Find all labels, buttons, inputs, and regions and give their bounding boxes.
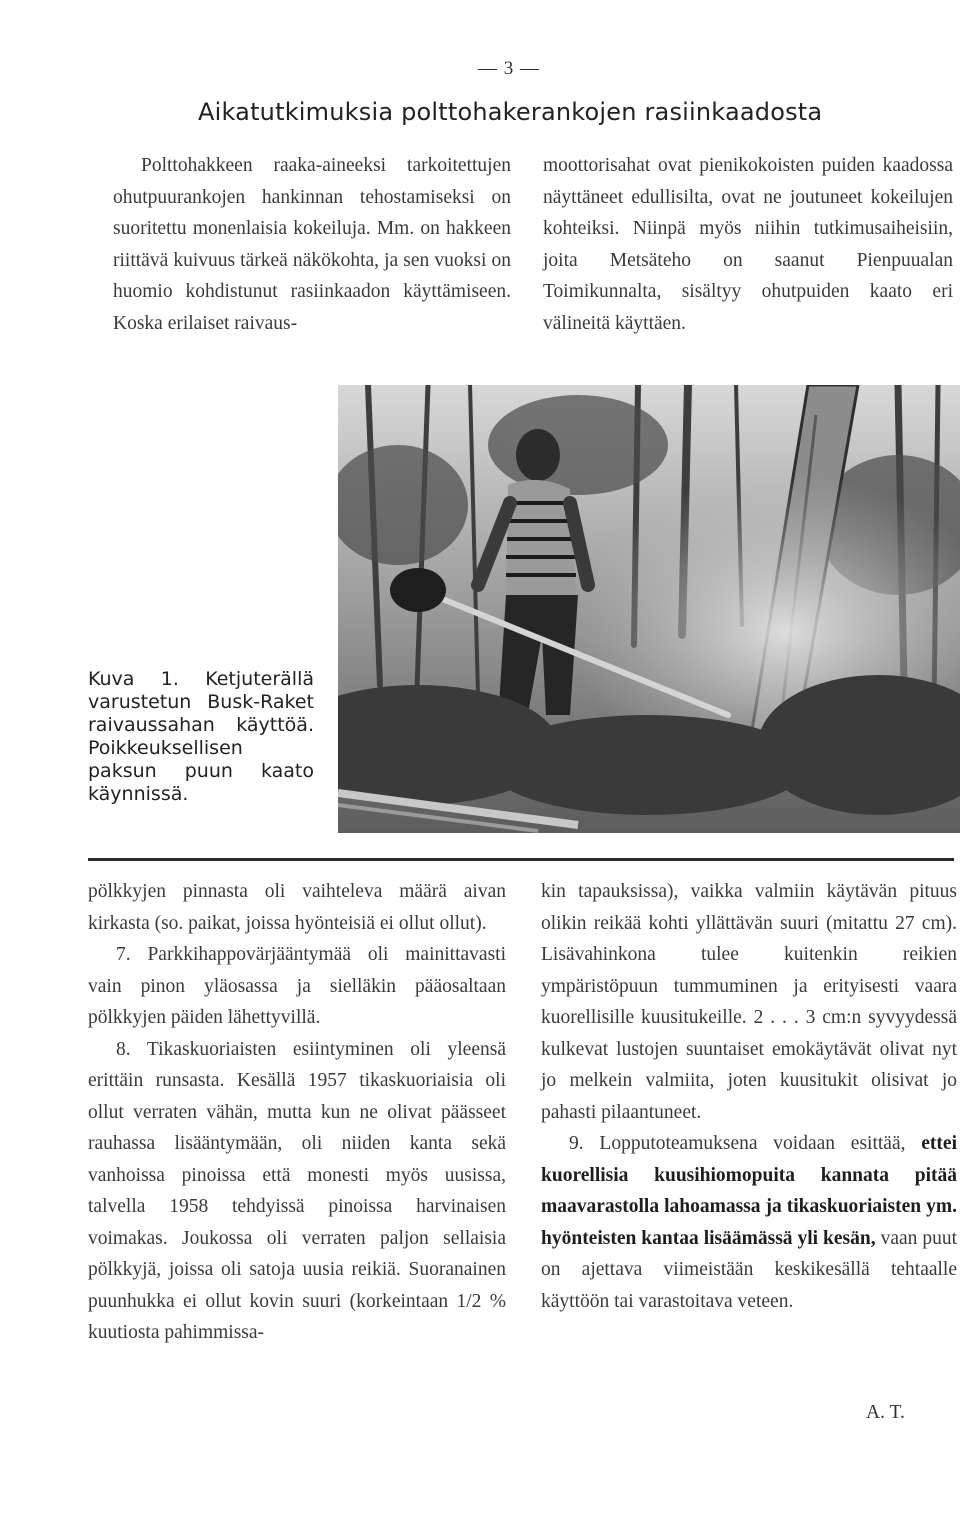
body-column-right bbox=[541, 876, 957, 1317]
intro-paragraph-left: Polttohakkeen raaka-aineeksi tarkoitettujen ohutpuurankojen hankinnan tehostamiseksi on suoritettu monenlaisia kokeiluja. Mm. on hakkeen riittävä kuivuus tärkeä näkökohta, ja sen vuoksi on huomio kohdistunut rasiinkaadon käyttämiseen. Koska erilaiset raivaus- bbox=[113, 155, 511, 334]
body-column-left bbox=[88, 876, 506, 1349]
conclusion-paragraph bbox=[541, 1128, 957, 1317]
body-left-paragraph: pölkkyjen pinnasta oli vaihteleva määrä aivan kirkasta (so. paikat, joissa hyönteisiä ei ollut ollut). bbox=[88, 881, 506, 934]
article-title: Aikatutkimuksia polttohakerankojen rasiinkaadosta bbox=[198, 98, 823, 126]
section-divider bbox=[88, 858, 954, 861]
page-number: — 3 — bbox=[478, 58, 540, 79]
body-left-paragraph: 7. Parkkihappovärjääntymää oli mainittavasti vain pinon yläosassa ja sielläkin pääosaltaan pölkkyjen päiden lähettyvillä. bbox=[88, 944, 506, 1028]
figure-caption: Kuva 1. Ketjuterällä varustetun Busk-Raket raivaussahan käyttöä. Poikkeuksellisen paksun puun kaato käynnissä. bbox=[88, 668, 314, 805]
intro-paragraph-right: moottorisahat ovat pienikokoisten puiden kaadossa näyttäneet edullisilta, ovat ne joutuneet kokeilujen kohteiksi. Niinpä myös niihin tutkimusaiheisiin, joita Metsäteho on saanut Pienpuualan Toimikunnalta, sisältyy ohutpuiden kaato eri välineitä käyttäen. bbox=[543, 155, 953, 334]
forest-clearing-photo bbox=[338, 385, 960, 833]
intro-column-left bbox=[113, 150, 511, 339]
body-left-paragraph: 8. Tikaskuoriaisten esiintyminen oli yleensä erittäin runsasta. Kesällä 1957 tikaskuoriaisia oli ollut verraten vähän, mutta kun ne olivat päässeet rauhassa lisääntymään, oli niiden kanta sekä vanhoissa pinoissa että monesti myös uusissa, talvella 1958 tehdyissä pinoissa harvinaisen voimakas. Joukossa oli verraten paljon sellaisia pölkkyjä, joissa oli satoja uusia reikiä. Suoranainen puunhukka ei ollut kovin suuri (korkeintaan 1/2 % kuutiosta pahimmissa- bbox=[88, 1038, 506, 1343]
conclusion-end: vaan puut on ajettava viimeistään keskikesällä tehtaalle käyttöön tai varastoitava veteen. bbox=[541, 1227, 958, 1312]
conclusion-start: 9. Lopputoteamuksena voidaan esittää, bbox=[569, 1133, 906, 1154]
intro-column-right bbox=[543, 150, 953, 339]
conclusion-emphasis: ettei kuorellisia kuusihiomopuita kannata pitää maavarastolla lahoamassa ja tikaskuoriaisten ym. hyönteisten kantaa lisäämässä yli kesän, bbox=[541, 1133, 957, 1249]
author-signature: A. T. bbox=[866, 1402, 905, 1423]
body-right-paragraph: kin tapauksissa), vaikka valmiin käytävän pituus olikin reikää kohti yllättävän suuri (mitattu 27 cm). Lisävahinkona tulee kuitenkin reikien ympäristöpuun tummuminen ja erityisesti vaara kuorellisille kuusitukeille. 2 . . . 3 cm:n syvyydessä kulkevat lustojen suuntaiset emokäytävät olivat nyt jo melkein valmiita, joten kuusitukit olisivat jo pahasti pilaantuneet. bbox=[541, 881, 957, 1123]
